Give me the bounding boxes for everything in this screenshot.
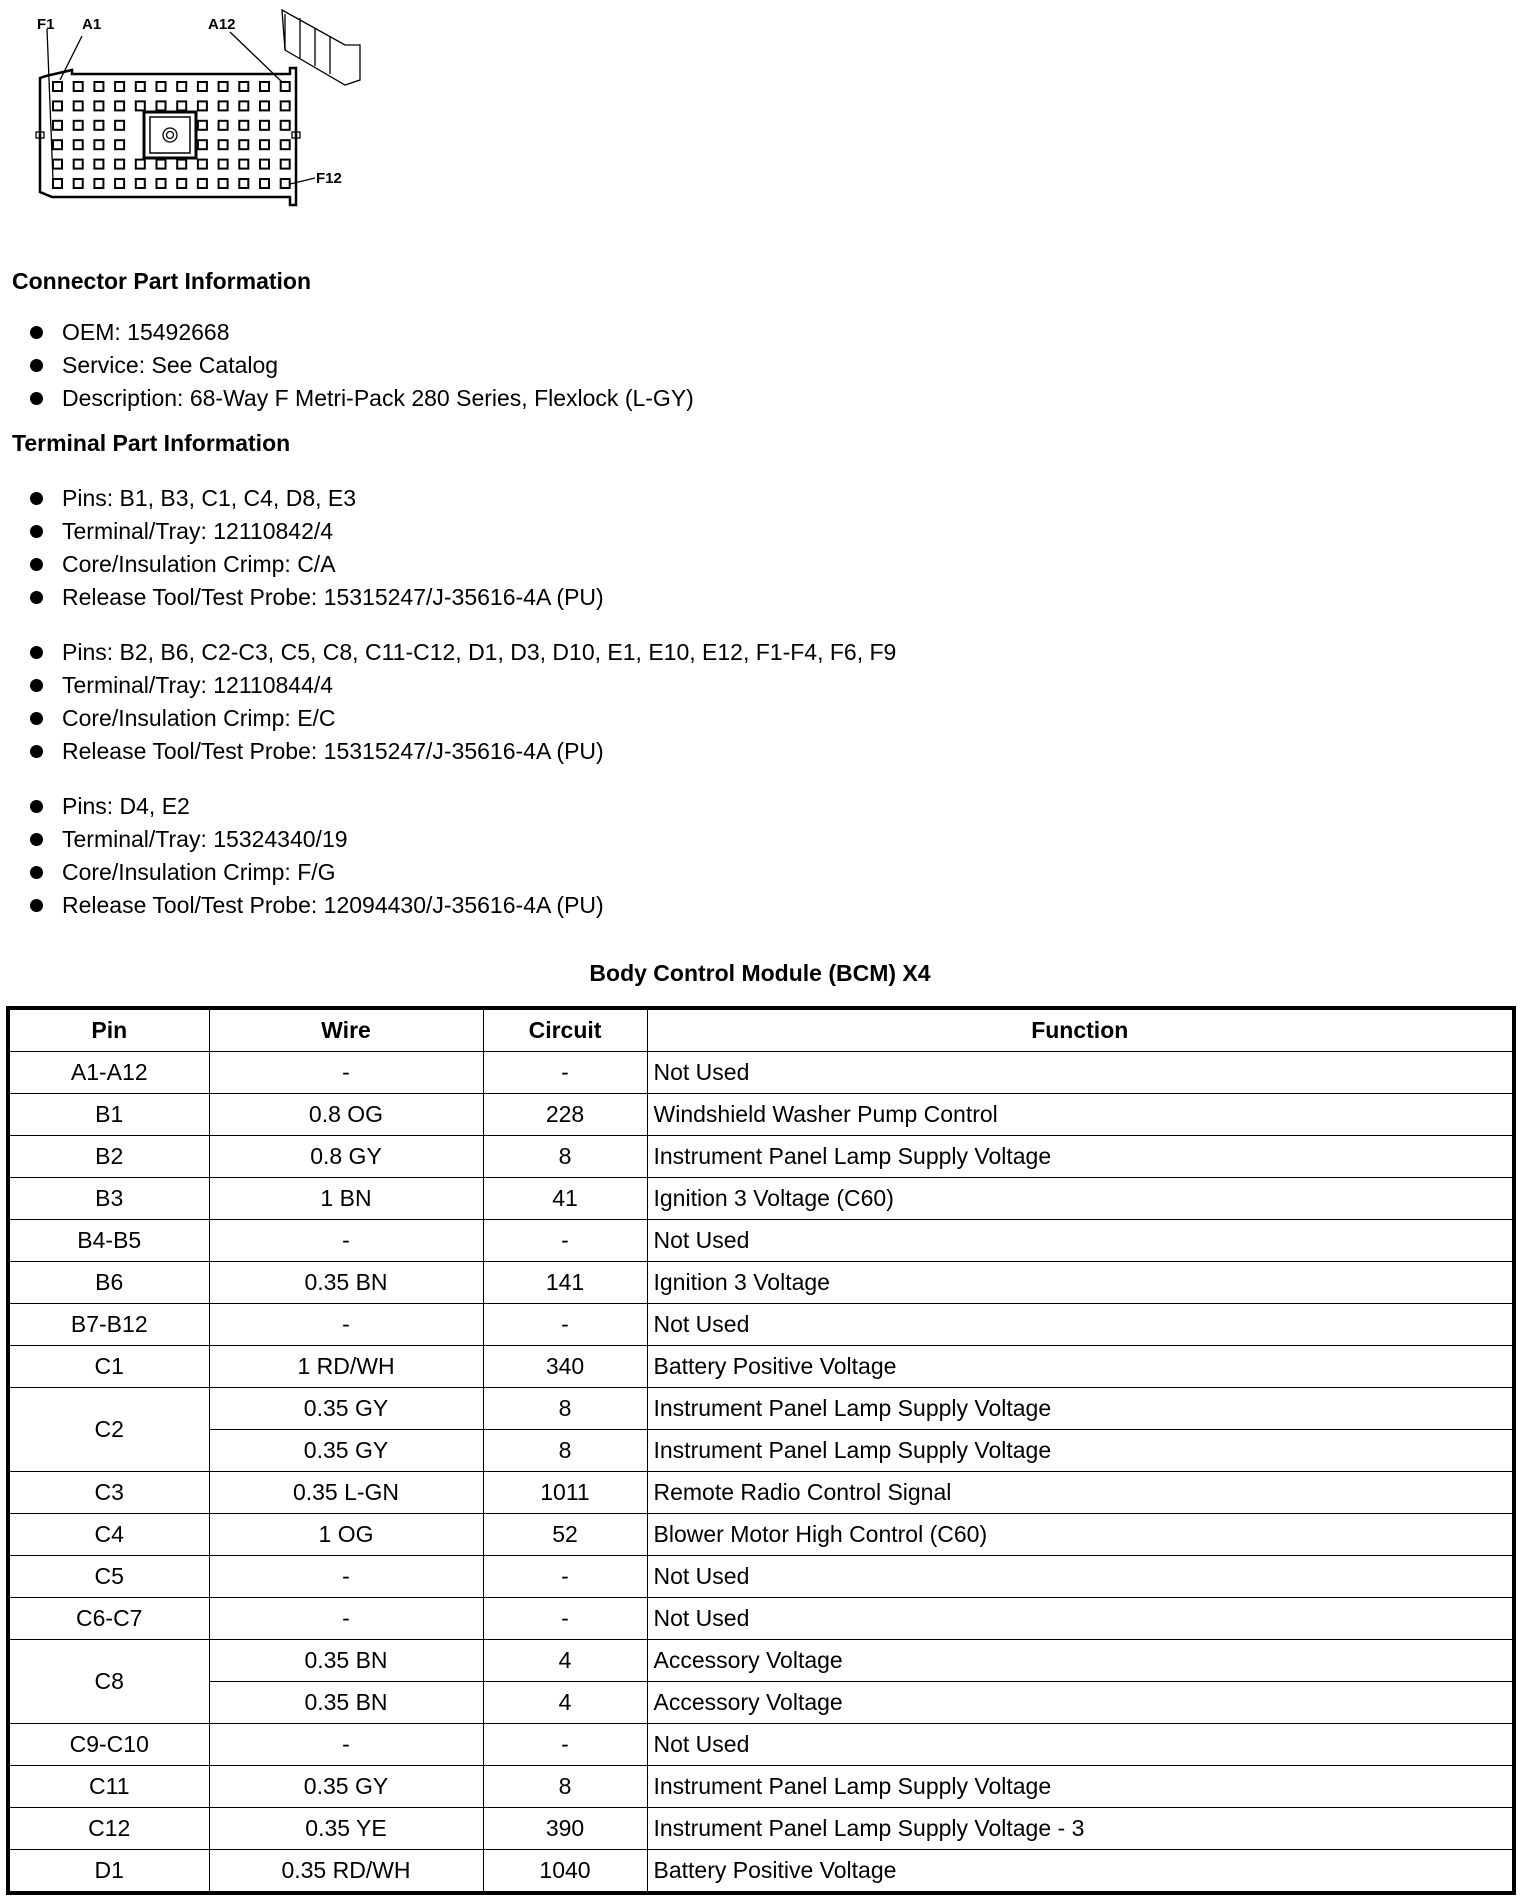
cell-wire: 0.35 BN [209, 1682, 483, 1724]
pin-cavity [115, 82, 124, 91]
cell-pin: C6-C7 [8, 1598, 209, 1640]
cell-wire: - [209, 1220, 483, 1262]
cell-pin: A1-A12 [8, 1052, 209, 1094]
terminal-info-item: Release Tool/Test Probe: 15315247/J-35616-4A (PU) [30, 735, 896, 768]
cell-circuit: 390 [483, 1808, 647, 1850]
cell-circuit: 228 [483, 1094, 647, 1136]
terminal-info-item: Pins: B1, B3, C1, C4, D8, E3 [30, 482, 604, 515]
pin-cavity [260, 160, 269, 169]
pin-cavity [157, 179, 166, 188]
table-row [8, 1556, 1514, 1598]
pin-cavity [281, 160, 290, 169]
cell-function: Battery Positive Voltage [647, 1346, 1514, 1388]
cell-wire: 0.35 BN [209, 1262, 483, 1304]
cell-circuit: - [483, 1052, 647, 1094]
cell-wire: 1 BN [209, 1178, 483, 1220]
table-row [8, 1094, 1514, 1136]
cell-circuit: 8 [483, 1388, 647, 1430]
cell-function: Accessory Voltage [647, 1682, 1514, 1724]
cell-pin: C5 [8, 1556, 209, 1598]
cell-circuit: - [483, 1598, 647, 1640]
cell-function: Not Used [647, 1220, 1514, 1262]
cell-function: Instrument Panel Lamp Supply Voltage [647, 1136, 1514, 1178]
table-row [8, 1388, 1514, 1430]
pin-cavity [198, 179, 207, 188]
pin-cavity [74, 82, 83, 91]
pin-cavity [281, 121, 290, 130]
pin-cavity [53, 101, 62, 110]
terminal-info-item: Core/Insulation Crimp: C/A [30, 548, 604, 581]
pin-cavity [74, 101, 83, 110]
table-row [8, 1346, 1514, 1388]
header-circuit: Circuit [483, 1008, 647, 1052]
pin-cavity [136, 160, 145, 169]
cell-pin: D1 [8, 1850, 209, 1894]
cell-wire: 1 OG [209, 1514, 483, 1556]
pin-cavity [53, 140, 62, 149]
cell-function: Not Used [647, 1724, 1514, 1766]
table-header-row [8, 1008, 1514, 1052]
pin-cavity [260, 179, 269, 188]
cell-wire: - [209, 1598, 483, 1640]
pin-cavity [198, 140, 207, 149]
cell-circuit: - [483, 1304, 647, 1346]
pin-cavity [115, 140, 124, 149]
table-row [8, 1598, 1514, 1640]
pin-cavity [53, 82, 62, 91]
header-wire: Wire [209, 1008, 483, 1052]
cell-circuit: 340 [483, 1346, 647, 1388]
terminal-info-item: Pins: B2, B6, C2-C3, C5, C8, C11-C12, D1, D3, D10, E1, E10, E12, F1-F4, F6, F9 [30, 636, 896, 669]
cell-circuit: - [483, 1220, 647, 1262]
cell-pin: C3 [8, 1472, 209, 1514]
cell-wire: 0.35 GY [209, 1388, 483, 1430]
terminal-info-item: Pins: D4, E2 [30, 790, 604, 823]
cell-function: Instrument Panel Lamp Supply Voltage - 3 [647, 1808, 1514, 1850]
cell-pin: B7-B12 [8, 1304, 209, 1346]
cell-circuit: 4 [483, 1640, 647, 1682]
pin-cavity [74, 140, 83, 149]
pin-cavity [239, 101, 248, 110]
cell-function: Not Used [647, 1304, 1514, 1346]
cell-wire: 0.35 L-GN [209, 1472, 483, 1514]
terminal-group-2 [30, 636, 896, 768]
pin-cavity [219, 101, 228, 110]
pin-cavity [260, 121, 269, 130]
table-row [8, 1850, 1514, 1894]
terminal-info-item: Terminal/Tray: 12110842/4 [30, 515, 604, 548]
cell-function: Accessory Voltage [647, 1640, 1514, 1682]
pin-cavity [157, 160, 166, 169]
cell-pin: C9-C10 [8, 1724, 209, 1766]
connector-face-diagram [0, 0, 420, 230]
pin-cavity [239, 160, 248, 169]
pin-cavity [177, 82, 186, 91]
table-row [8, 1766, 1514, 1808]
cell-wire: - [209, 1724, 483, 1766]
pin-cavity [53, 179, 62, 188]
cell-pin: B1 [8, 1094, 209, 1136]
connector-info-item: OEM: 15492668 [30, 316, 694, 349]
pin-cavity [177, 160, 186, 169]
cell-function: Blower Motor High Control (C60) [647, 1514, 1514, 1556]
table-row [8, 1178, 1514, 1220]
table-row [8, 1724, 1514, 1766]
terminal-info-item: Core/Insulation Crimp: F/G [30, 856, 604, 889]
label-f12: F12 [316, 170, 342, 187]
cell-function: Remote Radio Control Signal [647, 1472, 1514, 1514]
pin-cavity [260, 101, 269, 110]
terminal-info-item: Terminal/Tray: 15324340/19 [30, 823, 604, 856]
cell-wire: 0.35 GY [209, 1430, 483, 1472]
pin-cavity [94, 140, 103, 149]
cell-pin: B4-B5 [8, 1220, 209, 1262]
cell-function: Not Used [647, 1556, 1514, 1598]
pin-cavity [157, 82, 166, 91]
pin-cavity [219, 140, 228, 149]
pin-cavity [260, 140, 269, 149]
cell-circuit: 8 [483, 1430, 647, 1472]
table-row [8, 1472, 1514, 1514]
cell-circuit: - [483, 1556, 647, 1598]
pin-cavity [94, 82, 103, 91]
cell-function: Not Used [647, 1052, 1514, 1094]
connector-info-item: Description: 68-Way F Metri-Pack 280 Series, Flexlock (L-GY) [30, 382, 694, 415]
cell-wire: 0.8 OG [209, 1094, 483, 1136]
cell-wire: 0.35 RD/WH [209, 1850, 483, 1894]
cell-circuit: 41 [483, 1178, 647, 1220]
pin-cavity [115, 101, 124, 110]
cell-pin: C2 [8, 1388, 209, 1472]
pin-cavity [239, 121, 248, 130]
cell-function: Ignition 3 Voltage [647, 1262, 1514, 1304]
terminal-info-item: Release Tool/Test Probe: 15315247/J-35616-4A (PU) [30, 581, 604, 614]
cell-circuit: 8 [483, 1766, 647, 1808]
cell-circuit: - [483, 1724, 647, 1766]
pin-cavity [198, 121, 207, 130]
pin-cavity [260, 82, 269, 91]
cell-function: Ignition 3 Voltage (C60) [647, 1178, 1514, 1220]
pin-cavity [94, 121, 103, 130]
pin-cavity [198, 160, 207, 169]
label-f1: F1 [37, 16, 55, 33]
pin-cavity [94, 160, 103, 169]
cell-pin: C8 [8, 1640, 209, 1724]
table-row [8, 1430, 1514, 1472]
cell-function: Not Used [647, 1598, 1514, 1640]
pin-cavity [94, 179, 103, 188]
pin-cavity [115, 160, 124, 169]
cell-pin: B6 [8, 1262, 209, 1304]
table-row [8, 1808, 1514, 1850]
pin-cavity [136, 82, 145, 91]
pin-cavity [281, 179, 290, 188]
cell-wire: - [209, 1052, 483, 1094]
terminal-info-item: Release Tool/Test Probe: 12094430/J-35616-4A (PU) [30, 889, 604, 922]
pin-cavity [157, 101, 166, 110]
cell-wire: - [209, 1304, 483, 1346]
pin-cavity [94, 101, 103, 110]
pin-cavity [53, 160, 62, 169]
pin-cavity [177, 101, 186, 110]
cell-wire: 0.35 BN [209, 1640, 483, 1682]
cell-function: Battery Positive Voltage [647, 1850, 1514, 1894]
cell-wire: 1 RD/WH [209, 1346, 483, 1388]
table-title: Body Control Module (BCM) X4 [589, 960, 931, 986]
pin-cavity [281, 140, 290, 149]
cell-pin: B2 [8, 1136, 209, 1178]
pin-cavity [74, 179, 83, 188]
pin-cavity [281, 82, 290, 91]
cell-pin: C11 [8, 1766, 209, 1808]
cell-circuit: 8 [483, 1136, 647, 1178]
terminal-group-3 [30, 790, 604, 922]
pin-cavity [239, 82, 248, 91]
cell-wire: - [209, 1556, 483, 1598]
pin-cavity [239, 179, 248, 188]
pin-cavity [74, 160, 83, 169]
cell-circuit: 1011 [483, 1472, 647, 1514]
pin-cavity [115, 121, 124, 130]
pin-cavity [281, 101, 290, 110]
pin-cavity [136, 179, 145, 188]
pin-cavity [115, 179, 124, 188]
header-function: Function [647, 1008, 1514, 1052]
pin-cavity [219, 121, 228, 130]
pin-cavity [136, 101, 145, 110]
cell-circuit: 1040 [483, 1850, 647, 1894]
pin-cavity [219, 179, 228, 188]
pin-cavity [219, 160, 228, 169]
cell-circuit: 52 [483, 1514, 647, 1556]
cell-wire: 0.8 GY [209, 1136, 483, 1178]
table-row [8, 1136, 1514, 1178]
terminal-group-1 [30, 482, 604, 614]
cell-pin: B3 [8, 1178, 209, 1220]
pinout-table [6, 1006, 1516, 1895]
pin-cavity [239, 140, 248, 149]
pin-cavity [198, 101, 207, 110]
connector-info-heading: Connector Part Information [12, 268, 312, 294]
header-pin: Pin [8, 1008, 209, 1052]
table-row [8, 1514, 1514, 1556]
table-row [8, 1220, 1514, 1262]
cell-circuit: 141 [483, 1262, 647, 1304]
pin-cavity [74, 121, 83, 130]
terminal-info-item: Core/Insulation Crimp: E/C [30, 702, 896, 735]
pin-cavity [177, 179, 186, 188]
cell-circuit: 4 [483, 1682, 647, 1724]
terminal-info-item: Terminal/Tray: 12110844/4 [30, 669, 896, 702]
terminal-info-heading: Terminal Part Information [12, 430, 291, 456]
pin-cavity [198, 82, 207, 91]
table-row [8, 1682, 1514, 1724]
connector-info-item: Service: See Catalog [30, 349, 694, 382]
cell-pin: C4 [8, 1514, 209, 1556]
cell-function: Instrument Panel Lamp Supply Voltage [647, 1766, 1514, 1808]
table-row [8, 1304, 1514, 1346]
cell-pin: C1 [8, 1346, 209, 1388]
cell-pin: C12 [8, 1808, 209, 1850]
table-row [8, 1640, 1514, 1682]
cell-function: Instrument Panel Lamp Supply Voltage [647, 1430, 1514, 1472]
cell-function: Instrument Panel Lamp Supply Voltage [647, 1388, 1514, 1430]
pin-cavity [219, 82, 228, 91]
label-a12: A12 [208, 16, 236, 33]
connector-info-list [30, 316, 694, 415]
cell-function: Windshield Washer Pump Control [647, 1094, 1514, 1136]
table-row [8, 1052, 1514, 1094]
cell-wire: 0.35 GY [209, 1766, 483, 1808]
cell-wire: 0.35 YE [209, 1808, 483, 1850]
table-row [8, 1262, 1514, 1304]
label-a1: A1 [82, 16, 102, 33]
pin-cavity [53, 121, 62, 130]
